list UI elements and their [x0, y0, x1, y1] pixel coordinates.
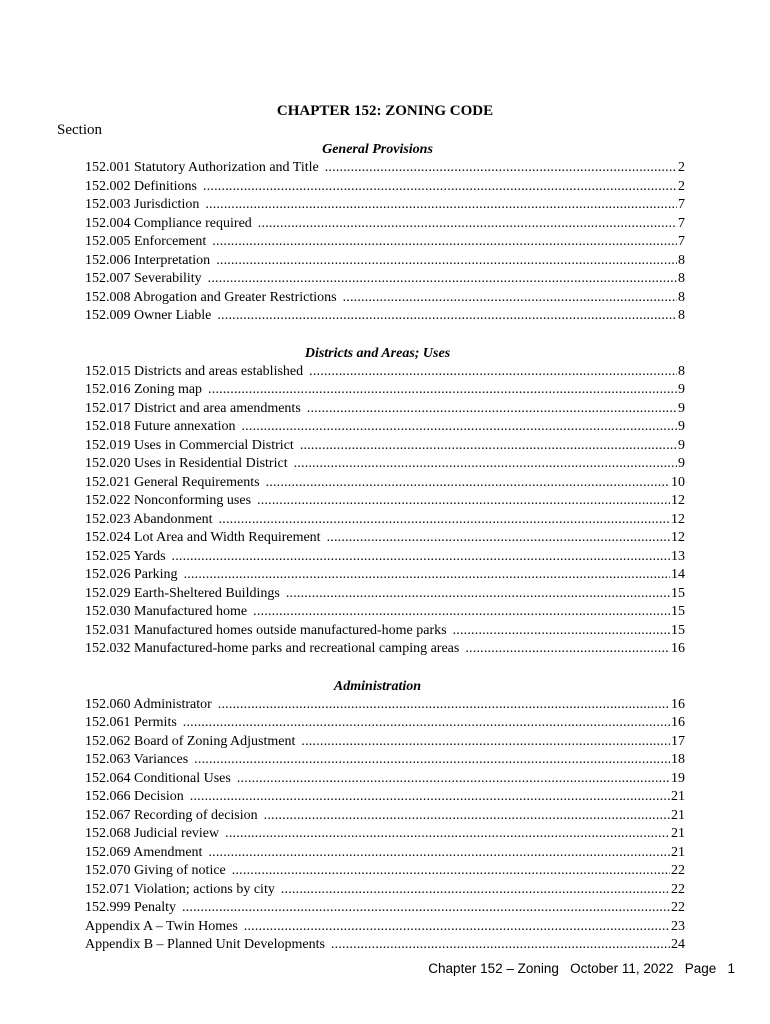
- toc-entry-label: Appendix B – Planned Unit Developments: [85, 937, 325, 952]
- dot-leader: [294, 455, 677, 474]
- toc-entry-page-number: 15: [671, 604, 685, 619]
- toc-entry[interactable]: [85, 215, 685, 234]
- toc-entry-label: 152.008 Abrogation and Greater Restrictions: [85, 289, 337, 305]
- toc-entry-page-number: 21: [671, 789, 685, 804]
- toc-entry-label: 152.061 Permits: [85, 715, 177, 730]
- dot-leader: [208, 270, 677, 289]
- toc-entry-label: 152.004 Compliance required: [85, 215, 252, 231]
- dot-leader: [453, 622, 670, 641]
- toc-entry-page-number: 23: [671, 918, 685, 934]
- toc-entry[interactable]: [85, 899, 685, 918]
- toc-entry-label: 152.016 Zoning map: [85, 382, 203, 397]
- dot-leader: [172, 548, 670, 567]
- dot-leader: [183, 714, 670, 733]
- toc-entry[interactable]: [85, 622, 685, 641]
- toc-entry-page-number: 22: [671, 900, 685, 915]
- toc-entry-page-number: 8: [678, 363, 685, 379]
- toc-entry-label: 152.062 Board of Zoning Adjustment: [85, 733, 296, 749]
- toc-entry[interactable]: [85, 844, 685, 863]
- toc-entry-label: 152.063 Variances: [85, 752, 189, 767]
- toc-entry-label: 152.029 Earth-Sheltered Buildings: [85, 585, 280, 601]
- toc-entry-label: 152.009 Owner Liable: [85, 308, 212, 323]
- toc-entry-page-number: 12: [671, 511, 685, 527]
- toc-entry-label: 152.031 Manufactured homes outside manufactured-home parks: [85, 622, 447, 638]
- section-label: Section: [57, 122, 102, 138]
- toc-entry[interactable]: [85, 307, 685, 326]
- toc-entry-page-number: 15: [671, 622, 685, 638]
- dot-leader: [465, 640, 670, 659]
- toc-entry[interactable]: [85, 751, 685, 770]
- dot-leader: [205, 196, 677, 215]
- toc-entry-label: 152.024 Lot Area and Width Requirement: [85, 530, 321, 545]
- toc-entry-label: 152.023 Abandonment: [85, 511, 213, 527]
- chapter-title: CHAPTER 152: ZONING CODE: [276, 103, 494, 119]
- toc-entry-label: 152.003 Jurisdiction: [85, 197, 200, 212]
- dot-leader: [244, 918, 670, 937]
- dot-leader: [225, 825, 670, 844]
- toc-entry[interactable]: [85, 862, 685, 881]
- toc-entry-page-number: 16: [671, 641, 685, 656]
- toc-entry[interactable]: [85, 807, 685, 826]
- toc-entry-label: 152.020 Uses in Residential District: [85, 456, 288, 471]
- toc-entry-page-number: 8: [678, 271, 685, 286]
- toc-entry[interactable]: [85, 474, 685, 493]
- toc-group-heading: Districts and Areas; Uses: [304, 345, 451, 361]
- toc-entry-page-number: 2: [678, 160, 685, 175]
- toc-entry-page-number: 7: [678, 234, 685, 249]
- dot-leader: [190, 788, 670, 807]
- toc-entry-page-number: 18: [671, 752, 685, 767]
- toc-entry-page-number: 12: [671, 493, 685, 508]
- toc-entry[interactable]: [85, 159, 685, 178]
- dot-leader: [343, 289, 677, 308]
- toc-entry[interactable]: [85, 363, 685, 382]
- toc-entry-label: 152.019 Uses in Commercial District: [85, 437, 294, 453]
- dot-leader: [258, 215, 677, 234]
- toc-entry[interactable]: [85, 381, 685, 400]
- toc-entry-label: 152.021 General Requirements: [85, 474, 260, 490]
- toc-entry[interactable]: [85, 881, 685, 900]
- toc-entry[interactable]: [85, 714, 685, 733]
- toc-entry-label: 152.017 District and area amendments: [85, 400, 301, 416]
- toc-entry-page-number: 2: [678, 178, 685, 194]
- toc-entry[interactable]: [85, 178, 685, 197]
- dot-leader: [203, 178, 677, 197]
- toc-entry-page-number: 8: [678, 289, 685, 305]
- dot-leader: [264, 807, 670, 826]
- section-spacer: [85, 326, 685, 344]
- dot-leader: [286, 585, 670, 604]
- toc-entry-page-number: 9: [678, 382, 685, 397]
- dot-leader: [237, 770, 670, 789]
- dot-leader: [182, 899, 670, 918]
- toc-entry-page-number: 21: [671, 844, 685, 860]
- toc-entry-label: 152.032 Manufactured-home parks and recreational camping areas: [85, 641, 460, 656]
- toc-entry[interactable]: [85, 270, 685, 289]
- section-spacer: [85, 659, 685, 677]
- toc-entry-label: 152.026 Parking: [85, 567, 178, 582]
- dot-leader: [257, 492, 670, 511]
- toc-entry-page-number: 24: [671, 937, 685, 952]
- toc-entry-page-number: 10: [671, 474, 685, 490]
- dot-leader: [216, 252, 677, 271]
- toc-entry[interactable]: [85, 566, 685, 585]
- dot-leader: [208, 381, 677, 400]
- toc-entry[interactable]: [85, 252, 685, 271]
- toc-entry-page-number: 15: [671, 585, 685, 601]
- toc-entry-page-number: 9: [678, 419, 685, 434]
- toc-entry-label: 152.071 Violation; actions by city: [85, 881, 275, 897]
- dot-leader: [232, 862, 670, 881]
- toc-entry-label: 152.022 Nonconforming uses: [85, 493, 252, 508]
- toc-entry-label: 152.069 Amendment: [85, 844, 203, 860]
- dot-leader: [241, 418, 677, 437]
- toc-entry-page-number: 9: [678, 456, 685, 471]
- toc-entry[interactable]: [85, 788, 685, 807]
- dot-leader: [325, 159, 677, 178]
- dot-leader: [307, 400, 677, 419]
- toc-entry[interactable]: [85, 696, 685, 715]
- toc-entry-page-number: 9: [678, 400, 685, 416]
- toc-entry[interactable]: [85, 603, 685, 622]
- toc-entry-page-number: 8: [678, 252, 685, 268]
- toc-entry[interactable]: [85, 289, 685, 308]
- toc-entry[interactable]: [85, 770, 685, 789]
- toc-entry-page-number: 8: [678, 308, 685, 323]
- toc-entry[interactable]: [85, 936, 685, 955]
- dot-leader: [194, 751, 670, 770]
- toc-entry[interactable]: [85, 548, 685, 567]
- toc-entry-page-number: 22: [671, 863, 685, 878]
- toc-entry-page-number: 13: [671, 548, 685, 564]
- toc-entry-label: 152.066 Decision: [85, 789, 184, 804]
- page-footer: Chapter 152 – Zoning October 11, 2022 Page 1: [428, 961, 735, 976]
- toc-entry-page-number: 9: [678, 437, 685, 453]
- toc-entry-label: Appendix A – Twin Homes: [85, 918, 238, 934]
- toc-entry-label: 152.070 Giving of notice: [85, 863, 226, 878]
- dot-leader: [331, 936, 670, 955]
- dot-leader: [327, 529, 670, 548]
- toc-entry[interactable]: [85, 918, 685, 937]
- toc-entry[interactable]: [85, 196, 685, 215]
- toc-entry-page-number: 12: [671, 530, 685, 545]
- dot-leader: [218, 696, 670, 715]
- toc-entry-page-number: 7: [678, 197, 685, 212]
- toc-entry-page-number: 7: [678, 215, 685, 231]
- toc-entry-page-number: 17: [671, 733, 685, 749]
- toc-entry-page-number: 16: [671, 715, 685, 730]
- dot-leader: [309, 363, 677, 382]
- toc-group-heading: General Provisions: [322, 142, 433, 157]
- dot-leader: [184, 566, 670, 585]
- toc-entry-label: 152.030 Manufactured home: [85, 604, 248, 619]
- dot-leader: [219, 511, 670, 530]
- toc-entry-label: 152.015 Districts and areas established: [85, 363, 304, 379]
- toc-entry[interactable]: [85, 511, 685, 530]
- toc-entry-label: 152.064 Conditional Uses: [85, 770, 231, 786]
- toc-entry-page-number: 14: [671, 567, 685, 582]
- toc-entry-label: 152.005 Enforcement: [85, 234, 207, 249]
- dot-leader: [301, 733, 670, 752]
- dot-leader: [253, 603, 670, 622]
- dot-leader: [217, 307, 677, 326]
- toc-entry[interactable]: [85, 233, 685, 252]
- toc-entry[interactable]: [85, 640, 685, 659]
- toc-entry-label: 152.060 Administrator: [85, 696, 212, 712]
- toc-entry[interactable]: [85, 825, 685, 844]
- dot-leader: [208, 844, 670, 863]
- toc-entry-page-number: 19: [671, 770, 685, 786]
- toc-entry[interactable]: [85, 529, 685, 548]
- toc-entry[interactable]: [85, 418, 685, 437]
- toc-entry-label: 152.025 Yards: [85, 548, 166, 564]
- toc-entry-label: 152.001 Statutory Authorization and Title: [85, 160, 319, 175]
- toc-entry[interactable]: [85, 400, 685, 419]
- dot-leader: [300, 437, 677, 456]
- toc-entry-label: 152.068 Judicial review: [85, 826, 220, 841]
- toc-group-heading: Administration: [333, 678, 422, 694]
- toc-entry-label: 152.006 Interpretation: [85, 252, 211, 268]
- toc-entry[interactable]: [85, 492, 685, 511]
- toc-entry-page-number: 16: [671, 696, 685, 712]
- table-of-contents: [85, 140, 685, 955]
- toc-entry[interactable]: [85, 455, 685, 474]
- toc-entry-label: 152.007 Severability: [85, 271, 202, 286]
- toc-entry-label: 152.067 Recording of decision: [85, 807, 258, 823]
- toc-entry-page-number: 22: [671, 881, 685, 897]
- toc-entry[interactable]: [85, 437, 685, 456]
- toc-entry-label: 152.002 Definitions: [85, 178, 197, 194]
- toc-entry-label: 152.999 Penalty: [85, 900, 176, 915]
- toc-entry[interactable]: [85, 733, 685, 752]
- dot-leader: [266, 474, 670, 493]
- dot-leader: [212, 233, 677, 252]
- toc-entry[interactable]: [85, 585, 685, 604]
- dot-leader: [281, 881, 670, 900]
- toc-entry-page-number: 21: [671, 807, 685, 823]
- toc-entry-page-number: 21: [671, 826, 685, 841]
- toc-entry-label: 152.018 Future annexation: [85, 419, 236, 434]
